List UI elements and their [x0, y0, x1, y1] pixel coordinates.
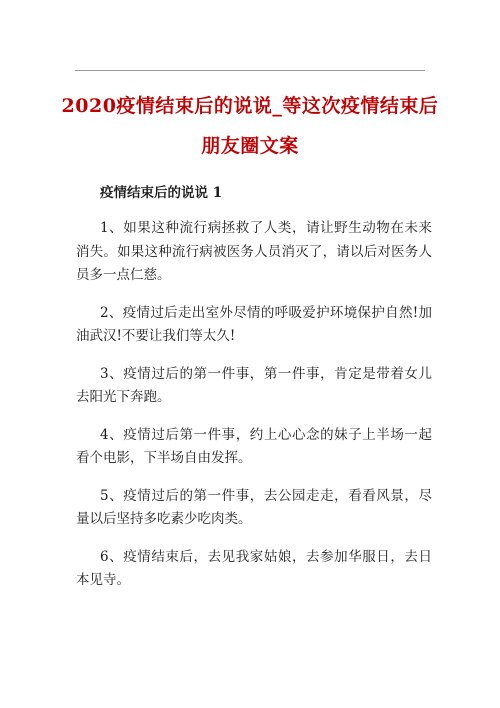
list-item: 6、疫情结束后，去见我家姑娘，去参加华服日，去日本见寺。 [76, 548, 432, 588]
list-item: 5、疫情过后的第一件事，去公园走走，看看风景，尽量以后坚持多吃素少吃肉类。 [76, 487, 432, 527]
header-rule [75, 70, 425, 71]
list-item: 1、如果这种流行病拯救了人类，请让野生动物在未来消失。如果这种流行病被医务人员消灭了，请以后对医务人员多一点仁慈。 [76, 220, 432, 283]
quote-list [76, 217, 432, 607]
list-item: 2、疫情过后走出室外尽情的呼吸爱护环境保护自然!加油武汉!不要让我们等太久! [76, 304, 432, 344]
list-item: 3、疫情过后的第一件事，第一件事，肯定是带着女儿去阳光下奔跑。 [76, 365, 432, 405]
list-item: 4、疫情过后第一件事，约上心心念的妹子上半场一起看个电影，下半场自由发挥。 [76, 426, 432, 466]
section-heading: 疫情结束后的说说 1 [100, 185, 223, 201]
page-title: 2020疫情结束后的说说_等这次疫情结束后朋友圈文案 [61, 95, 439, 157]
